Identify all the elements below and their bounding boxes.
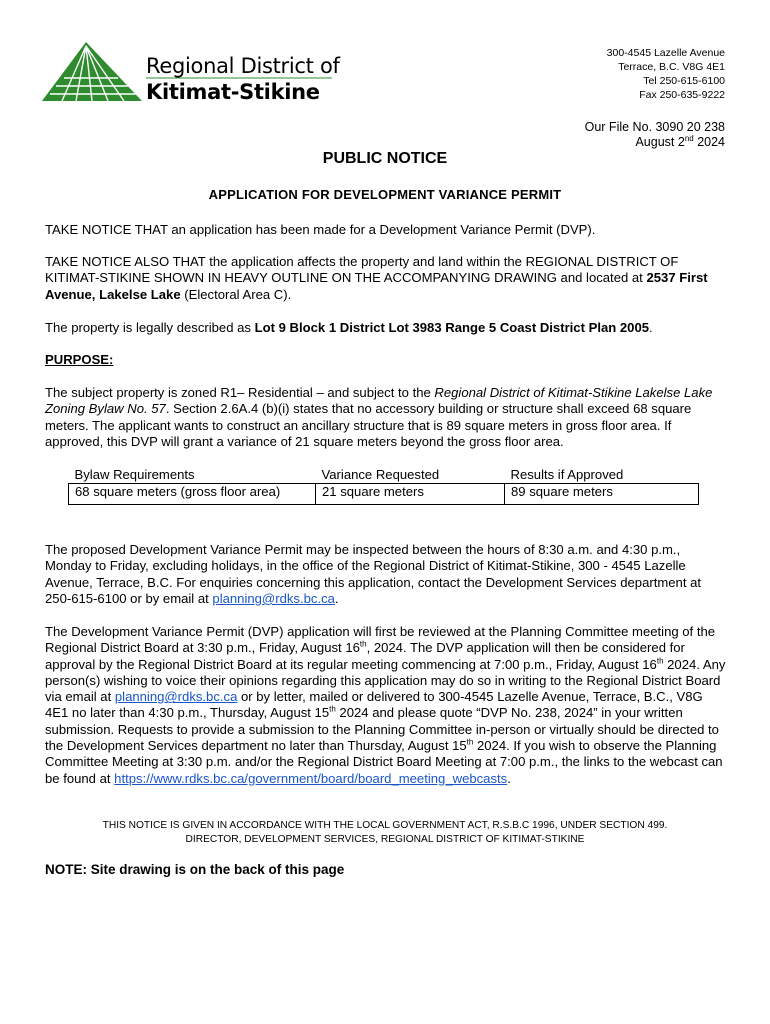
table-cell: 21 square meters (316, 484, 505, 505)
file-number: Our File No. 3090 20 238 (584, 120, 725, 134)
fax-line: Fax 250-635-9222 (639, 89, 725, 101)
purpose-heading: PURPOSE: (45, 352, 114, 367)
table-header: Variance Requested (321, 467, 440, 482)
address-line: Terrace, B.C. V8G 4E1 (618, 61, 725, 73)
property-address: 2537 First Avenue, Lakelse Lake (45, 270, 708, 302)
location-paragraph: TAKE NOTICE ALSO THAT the application affects the property and land within the REGIONAL DISTRICT OF KITIMAT-STIKINE SHOWN IN HEAVY OUTLINE ON THE ACCOMPANYING DRAWING and located at 2537 First Avenue, Lakelse Lake (Electoral Area C). (45, 254, 708, 302)
email-link[interactable]: planning@rdks.bc.ca (212, 590, 335, 606)
signatory-line: DIRECTOR, DEVELOPMENT SERVICES, REGIONAL DISTRICT OF KITIMAT-STIKINE (185, 834, 585, 845)
table-header: Bylaw Requirements (74, 467, 195, 482)
address-block (607, 46, 725, 102)
legal-description-paragraph: The property is legally described as Lot 9 Block 1 District Lot 3983 Range 5 Coast District Plan 2005. (45, 320, 653, 335)
table-header-row (69, 467, 699, 484)
table-row (69, 484, 699, 505)
file-reference (585, 120, 725, 150)
review-paragraph: The Development Variance Permit (DVP) application will first be reviewed at the Planning Committee meeting of the Regional District Board at 3:30 p.m., Friday, August 16th, 2024. The DVP application will then be considered for approval by the Regional District Board at its regular meeting commencing at 7:00 p.m., Friday, August 16th 2024. Any person(s) wishing to voice their opinions regarding this application may do so in writing to the Regional District Board via email at planning@rdks.bc.ca or by letter, mailed or delivered to 300-4545 Lazelle Avenue, Terrace, B.C., V8G 4E1 no later than 4:30 p.m., Thursday, August 15th 2024 and please quote “DVP No. 238, 2024” in your written submission. Requests to provide a submission to the Planning Committee in-person or virtually should be directed to the Development Services department no later than Thursday, August 15th 2024. If you wish to observe the Planning Committee Meeting at 3:30 p.m. and/or the Regional District Board Meeting at 7:00 p.m., the links to the webcast can be found at https://www.rdks.bc.ca/government/board/board_meeting_webcasts. (45, 624, 726, 786)
email-link[interactable]: planning@rdks.bc.ca (114, 689, 238, 705)
table-header: Results if Approved (510, 467, 624, 482)
notice-date: August 2nd 2024 (635, 133, 725, 149)
org-name-line1: Regional District of (146, 54, 340, 78)
table-cell: 68 square meters (gross floor area) (69, 484, 316, 505)
webcast-link[interactable]: https://www.rdks.bc.ca/government/board/board_meeting_webcasts (114, 770, 508, 786)
page-subtitle: APPLICATION FOR DEVELOPMENT VARIANCE PERMIT (208, 187, 562, 202)
legal-description: Lot 9 Block 1 District Lot 3983 Range 5 Coast District Plan 2005 (254, 320, 650, 335)
purpose-paragraph: The subject property is zoned R1– Residential – and subject to the Regional District of Kitimat-Stikine Lakelse Lake Zoning Bylaw No. 57. Section 2.6A.4 (b)(i) states that no accessory building or structure shall exceed 68 square meters. The applicant wants to construct an ancillary structure that is 89 square meters in gross floor area. If approved, this DVP will grant a variance of 21 square meters beyond the gross floor area. (45, 385, 713, 449)
notice-paragraph: TAKE NOTICE THAT an application has been made for a Development Variance Permit (DVP). (45, 222, 596, 237)
site-drawing-note: NOTE: Site drawing is on the back of this page (45, 862, 345, 877)
phone-line: Tel 250-615-6100 (643, 75, 725, 87)
org-name-line2: Kitimat-Stikine (146, 80, 320, 104)
bylaw-name: Regional District of Kitimat-Stikine Lakelse Lake Zoning Bylaw No. 57 (45, 385, 713, 417)
page-title: PUBLIC NOTICE (322, 150, 448, 167)
address-line: 300-4545 Lazelle Avenue (606, 47, 725, 59)
legal-notice-line: THIS NOTICE IS GIVEN IN ACCORDANCE WITH THE LOCAL GOVERNMENT ACT, R.S.B.C 1996, UNDER SECTION 499. (102, 820, 668, 831)
table-cell: 89 square meters (505, 484, 699, 505)
legal-footer-notice (0, 819, 770, 847)
inspection-paragraph: The proposed Development Variance Permit may be inspected between the hours of 8:30 a.m. and 4:30 p.m., Monday to Friday, excluding holidays, in the office of the Regional District of Kitimat-Stikine, 300 - 4545 Lazelle Avenue, Terrace, B.C. For enquiries concerning this application, contact the Development Services department at 250-615-6100 or by email at planning@rdks.bc.ca. (45, 542, 702, 606)
variance-table (68, 467, 699, 505)
